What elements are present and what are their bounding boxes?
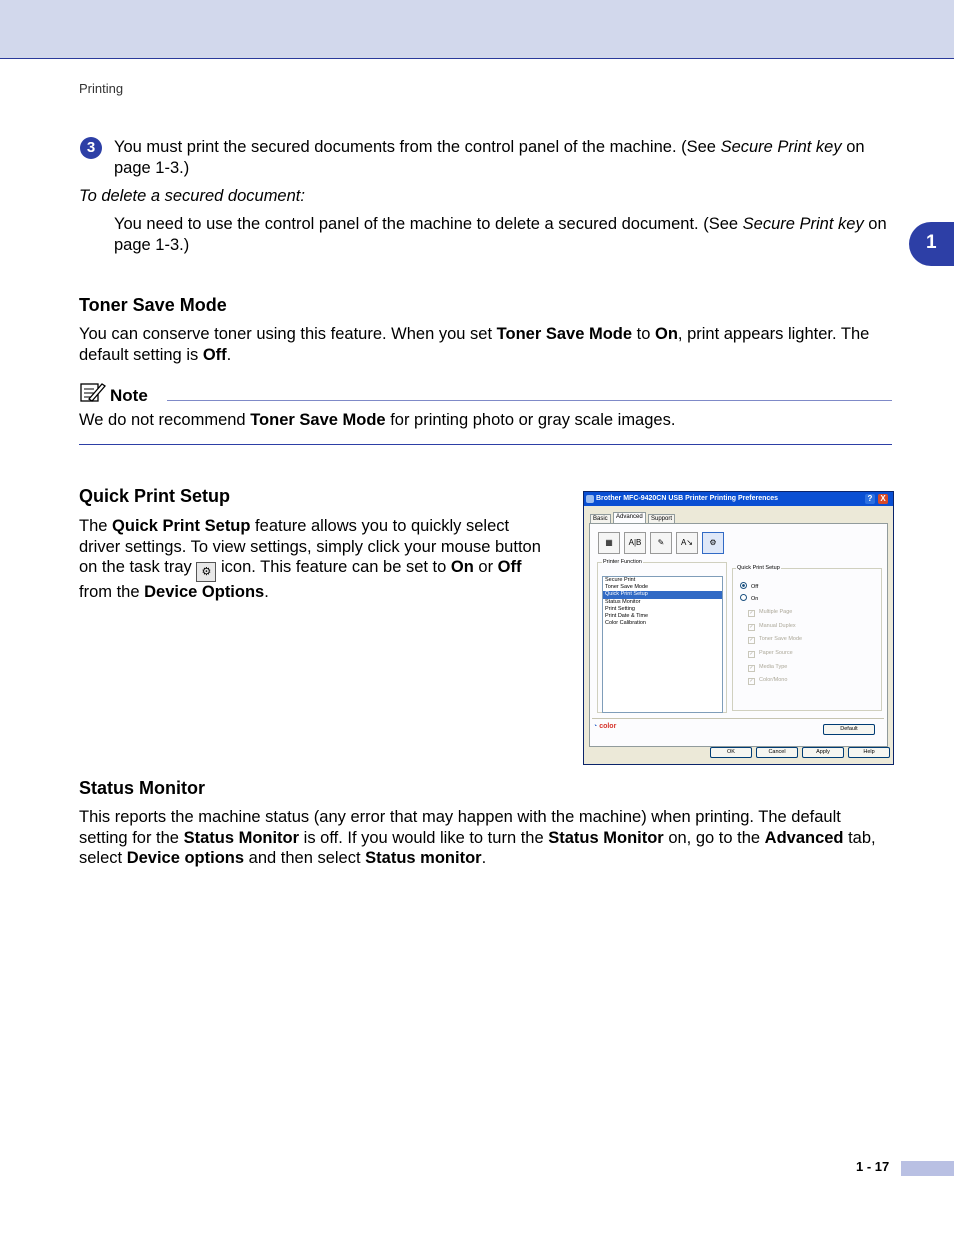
toner-text-part: . <box>226 345 232 364</box>
quick-bold: Device Options <box>144 583 265 601</box>
quick-bold: Off <box>497 558 522 576</box>
status-bold: Status monitor <box>365 849 482 867</box>
toner-bold: On <box>654 325 678 343</box>
list-item[interactable]: Print Date & Time <box>605 612 649 619</box>
checkbox-manual-duplex[interactable] <box>748 623 796 631</box>
checkbox-label: Multiple Page <box>759 609 793 615</box>
page-number-bar <box>901 1161 954 1176</box>
delete-heading-text: To delete a secured document: <box>79 187 305 205</box>
radio-off-label: Off <box>751 584 759 590</box>
note-bold: Toner Save Mode <box>250 411 386 429</box>
status-text-part: This reports the machine status (any error that may happen with the machine) when printing. The default setting for the <box>79 808 841 847</box>
quick-print-group-label: Quick Print Setup <box>737 565 780 571</box>
note-rule <box>167 400 892 401</box>
ok-button[interactable]: OK <box>710 747 752 758</box>
list-item[interactable]: Secure Print <box>605 577 636 583</box>
dialog-title: Brother MFC-9420CN USB Printer Printing Preferences <box>596 495 779 502</box>
note-label: Note <box>110 386 148 405</box>
note-divider <box>79 444 892 445</box>
step-number-badge: 3 <box>80 137 102 159</box>
note-icon <box>80 381 106 408</box>
radio-on[interactable] <box>740 594 758 602</box>
radio-on-label: On <box>751 596 759 602</box>
default-button[interactable]: Default <box>823 724 875 735</box>
checkbox-box: ✓ <box>749 624 754 630</box>
checkbox-box: ✓ <box>749 610 754 616</box>
toner-bold: Toner Save Mode <box>496 325 633 343</box>
status-bold: Device options <box>126 849 245 867</box>
checkbox-multiple-page[interactable] <box>748 609 792 617</box>
note-text-part: We do not recommend <box>79 411 251 429</box>
quick-text-part: from the <box>79 583 145 601</box>
radio-off[interactable] <box>740 582 758 590</box>
color-logo <box>593 723 616 730</box>
checkbox-box: ✓ <box>749 678 754 684</box>
checkbox-color-mono[interactable] <box>748 677 787 685</box>
status-text-part: tab, select <box>79 828 876 867</box>
status-text-part: . <box>481 849 487 867</box>
toner-bold: Off <box>202 345 227 364</box>
checkbox-box: ✓ <box>749 651 754 657</box>
list-item[interactable]: Status Monitor <box>605 598 641 605</box>
toner-text <box>79 324 894 365</box>
status-text-part: is off. If you would like to turn the <box>299 828 549 847</box>
checkbox-paper-source[interactable] <box>748 650 793 658</box>
printer-function-list[interactable] <box>602 576 723 713</box>
toner-text-part: , print appears lighter. The default setting is <box>79 325 870 364</box>
help-button[interactable]: Help <box>848 747 890 758</box>
printer-function-label: Printer Function <box>603 559 642 565</box>
dialog-title-bar <box>584 492 893 506</box>
quality-icon[interactable]: ▦ <box>598 532 620 554</box>
chapter-number: 1 <box>926 232 937 253</box>
status-heading: Status Monitor <box>79 778 205 798</box>
printer-icon <box>586 495 594 503</box>
breadcrumb: Printing <box>79 81 124 96</box>
status-text-part: on, go to the <box>663 828 765 847</box>
panel-divider <box>592 718 884 719</box>
note-text-part: for printing photo or gray scale images. <box>385 411 676 429</box>
status-bold: Status Monitor <box>548 828 664 847</box>
status-text-part: and then select <box>244 849 366 867</box>
quick-bold: Quick Print Setup <box>112 517 251 535</box>
status-text <box>79 807 894 869</box>
quick-text-part: icon. This feature can be set to <box>216 558 451 576</box>
quick-text-part: . <box>264 583 269 601</box>
step3-text-part: You must print the secured documents from the control panel of the machine. (See <box>114 138 721 156</box>
apply-button[interactable]: Apply <box>802 747 844 758</box>
task-tray-icon: ⚙ <box>196 562 216 582</box>
advanced-panel <box>589 523 888 747</box>
duplex-icon[interactable]: A|B <box>624 532 646 554</box>
logo-text: color <box>599 723 617 730</box>
toner-text-part: to <box>632 325 655 343</box>
list-item-selected[interactable]: Quick Print Setup <box>603 591 722 598</box>
checkbox-label: Manual Duplex <box>759 623 796 629</box>
checkbox-label: Media Type <box>759 664 788 670</box>
checkbox-label: Paper Source <box>759 650 793 656</box>
chapter-tab <box>909 222 954 266</box>
list-item[interactable]: Print Setting <box>605 605 635 612</box>
cancel-button[interactable]: Cancel <box>756 747 798 758</box>
radio-circle <box>740 582 747 589</box>
list-item[interactable]: Color Calibration <box>605 620 646 627</box>
watermark-icon[interactable]: ✎ <box>650 532 672 554</box>
header-band <box>0 0 954 59</box>
delete-text-part: on page 1-3.) <box>114 215 887 254</box>
toner-heading: Toner Save Mode <box>79 295 227 315</box>
checkbox-box: ✓ <box>749 637 754 643</box>
delete-reference: Secure Print key <box>742 215 864 233</box>
tab-basic[interactable]: Basic <box>590 514 611 524</box>
radio-circle <box>740 594 747 601</box>
page-number: 1 - 17 <box>856 1159 890 1174</box>
step3-text-part: on page 1-3.) <box>114 138 865 177</box>
page-setting-icon[interactable]: A↘ <box>676 532 698 554</box>
close-button[interactable]: X <box>878 494 888 504</box>
quick-text-part: or <box>473 558 498 576</box>
logo-mark: ◔ <box>593 723 598 730</box>
quick-text-part: The <box>79 517 113 535</box>
checkbox-media-type[interactable] <box>748 664 787 672</box>
delete-text <box>114 214 894 255</box>
step3-text <box>114 137 894 178</box>
quick-heading: Quick Print Setup <box>79 486 231 506</box>
checkbox-box: ✓ <box>749 665 754 671</box>
delete-text-part: You need to use the control panel of the machine to delete a secured document. (See <box>114 215 743 233</box>
checkbox-label: Toner Save Mode <box>759 636 803 642</box>
tab-support[interactable]: Support <box>648 514 675 524</box>
help-title-button[interactable]: ? <box>865 494 875 504</box>
note-text <box>79 410 675 431</box>
tab-advanced[interactable]: Advanced <box>613 512 646 524</box>
quick-bold: On <box>450 558 474 576</box>
step3-reference: Secure Print key <box>720 138 842 156</box>
checkbox-label: Color/Mono <box>759 677 788 683</box>
device-options-icon[interactable]: ⚙ <box>702 532 724 554</box>
delete-heading <box>79 186 305 207</box>
toner-text-part: You can conserve toner using this feature. When you set <box>79 325 497 343</box>
status-bold: Status Monitor <box>183 828 300 847</box>
quick-text-part: feature allows you to quickly select driver settings. To view settings, simply click your mouse button on the task tray <box>79 517 541 576</box>
quick-text <box>79 516 544 603</box>
checkbox-toner-save[interactable] <box>748 636 802 644</box>
status-bold: Advanced <box>764 828 844 847</box>
list-item[interactable]: Toner Save Mode <box>605 584 649 591</box>
printing-preferences-dialog <box>583 491 894 765</box>
